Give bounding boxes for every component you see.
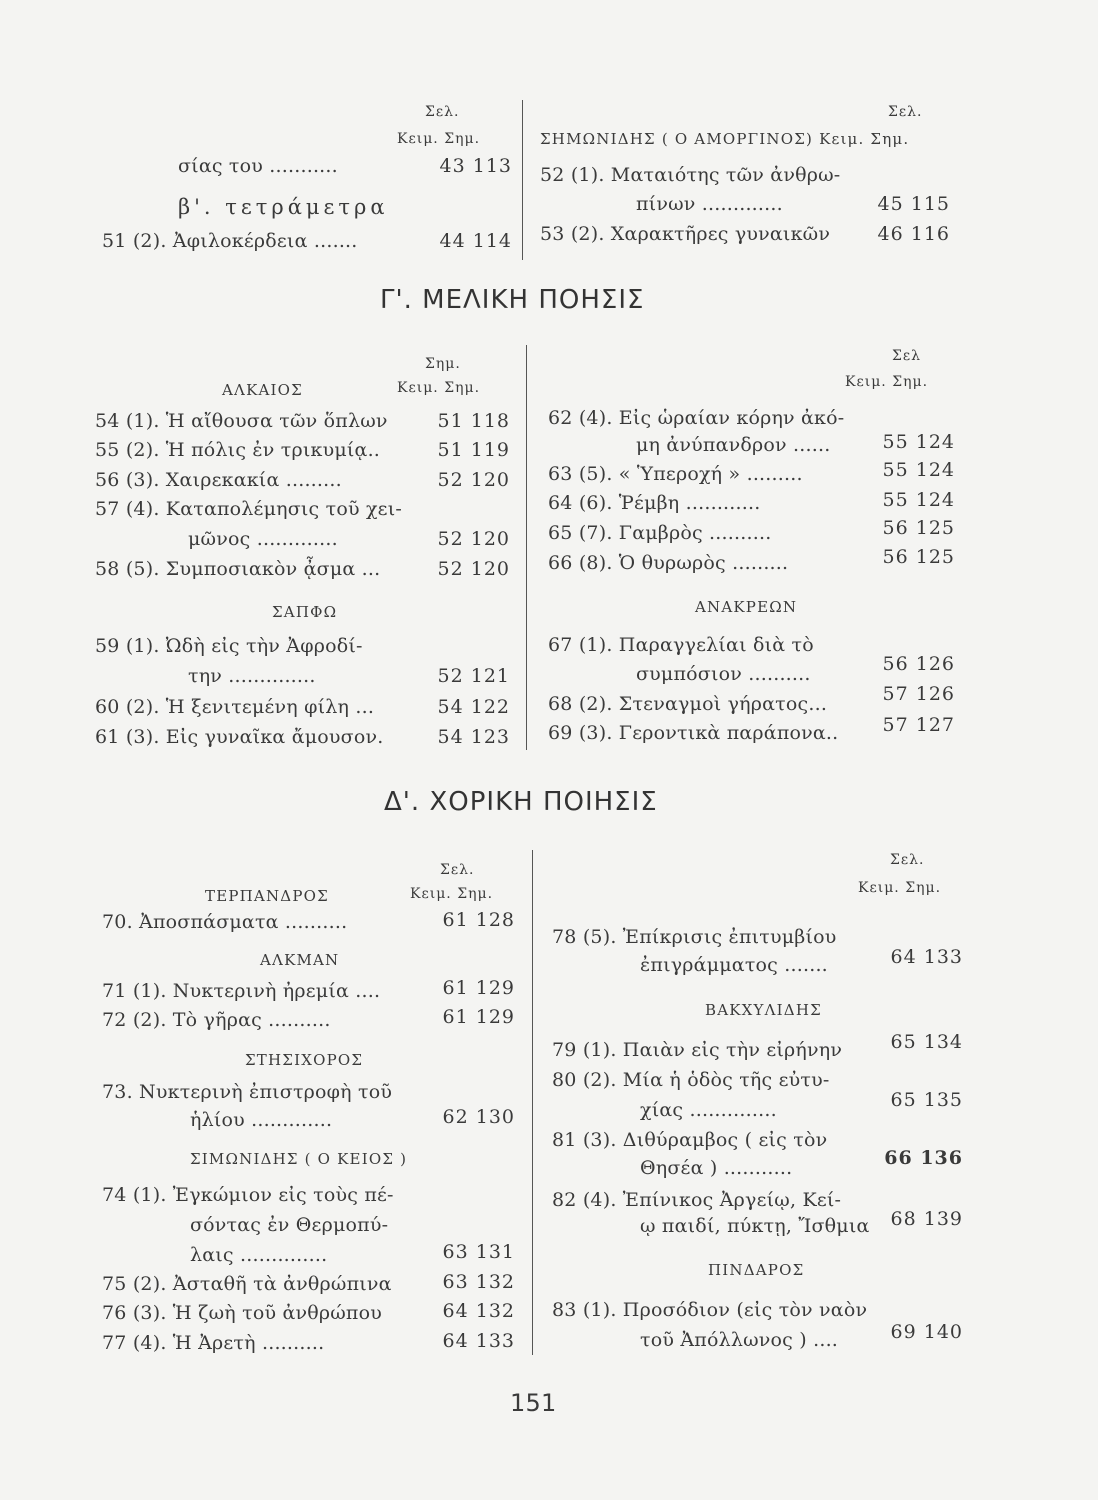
entry-line: 82 (4). Ἐπίνικος Ἀργείῳ, Κεί- [552,1189,842,1211]
column-divider [522,100,523,260]
entry-line: τοῦ Ἀπόλλωνος ) .... [640,1329,839,1351]
entry-page-numbers: 55 124 [882,431,955,453]
author-header-simonides-keios: ΣΙΜΩΝΙΔΗΣ ( Ο ΚΕΙΟΣ ) [190,1150,408,1168]
entry-line: σίας του ........... [178,155,338,177]
entry-line: μη ἀνύπανδρον ...... [636,434,831,456]
entry-page-numbers: 45 115 [877,193,950,215]
entry-line: ἡλίου ............. [190,1109,333,1131]
top-left-sel-label: Σελ. [425,104,460,120]
entry-page-numbers: 55 124 [882,459,955,481]
entry-page-numbers: 52 120 [437,528,510,550]
entry-line: 74 (1). Ἐγκώμιον εἰς τοὺς πέ- [102,1184,394,1206]
author-header-anakreon: ΑΝΑΚΡΕΩΝ [695,598,798,616]
entry-line: 64 (6). Ῥέμβη ............ [548,492,761,514]
entry-page-numbers: 62 130 [442,1106,515,1128]
entry-line: 56 (3). Χαιρεκακία ......... [95,469,342,491]
entry-page-numbers: 64 133 [890,946,963,968]
entry-page-numbers: 54 122 [437,696,510,718]
entry-page-numbers: 69 140 [890,1321,963,1343]
columns-label: Κειμ. Σημ. [410,886,494,902]
entry-page-numbers: 65 134 [890,1031,963,1053]
entry-line: σόντας ἐν Θερμοπύ- [190,1214,389,1236]
column-divider [526,345,527,750]
entry-line: 80 (2). Μία ἡ ὁδὸς τῆς εὐτυ- [552,1069,830,1091]
entry-line: 78 (5). Ἐπίκρισις ἐπιτυμβίου [552,926,837,948]
author-header-alkman: ΑΛΚΜΑΝ [260,951,340,969]
top-left-columns-label: Κειμ. Σημ. [397,131,481,147]
entry-line: 68 (2). Στεναγμοὶ γήρατος... [548,693,828,715]
entry-line: 81 (3). Διθύραμβος ( εἰς τὸν [552,1129,828,1151]
entry-line: 66 (8). Ὁ θυρωρὸς ......... [548,552,789,574]
entry-page-numbers: 64 132 [442,1300,515,1322]
entry-line: συμπόσιον .......... [636,663,811,685]
entry-page-numbers: 64 133 [442,1330,515,1352]
entry-page-numbers: 63 132 [442,1271,515,1293]
columns-label: Κειμ. Σημ. [845,374,929,390]
entry-line: 55 (2). Ἡ πόλις ἐν τρικυμίᾳ.. [95,439,381,461]
author-header-pindaros: ΠΙΝΔΑΡΟΣ [708,1261,805,1279]
entry-line: 57 (4). Καταπολέμησις τοῦ χει- [95,498,402,520]
entry-line: 71 (1). Νυκτερινὴ ἠρεμία .... [102,980,381,1002]
page-number: 151 [510,1389,557,1417]
entry-page-numbers: 43 113 [439,155,512,177]
entry-page-numbers: 68 139 [890,1208,963,1230]
entry-page-numbers: 56 125 [882,517,955,539]
entry-line: 77 (4). Ἡ Ἀρετὴ .......... [102,1332,325,1354]
author-header-alkaios: ΑΛΚΑΙΟΣ [222,381,303,399]
entry-line: 63 (5). « Ὑπεροχή » ......... [548,463,803,485]
entry-line: χίας .............. [640,1099,777,1121]
entry-page-numbers: 51 118 [437,410,510,432]
entry-line: 52 (1). Ματαιότης τῶν ἀνθρω- [540,164,841,186]
sel-label: Σελ. [440,862,475,878]
entry-line: 65 (7). Γαμβρὸς .......... [548,522,772,544]
entry-page-numbers: 55 124 [882,489,955,511]
column-divider [532,850,533,1355]
author-header-simonides-amorgos: ΣΗΜΩΝΙΔΗΣ ( Ο ΑΜΟΡΓΙΝΟΣ) Κειμ. Σημ. [540,130,910,148]
entry-page-numbers: 56 125 [882,546,955,568]
entry-line: 59 (1). Ὠδὴ εἰς τὴν Ἀφροδί- [95,635,363,657]
entry-line: 67 (1). Παραγγελίαι διὰ τὸ [548,634,814,656]
entry-line: 53 (2). Χαρακτῆρες γυναικῶν [540,223,831,245]
columns-label: Κειμ. Σημ. [858,880,942,896]
entry-line: 73. Νυκτερινὴ ἐπιστροφὴ τοῦ [102,1081,393,1103]
entry-page-numbers: 56 126 [882,653,955,675]
entry-page-numbers: 61 128 [442,909,515,931]
entry-page-numbers: 54 123 [437,726,510,748]
entry-page-numbers: 57 127 [882,714,955,736]
sel-label: Σελ. [890,852,925,868]
sel-label: Σελ [892,348,922,364]
columns-label: Κειμ. Σημ. [397,380,481,396]
entry-line: ῳ παιδί, πύκτῃ, Ἴσθμια [640,1215,870,1237]
entry-line: μῶνος ............. [188,528,338,550]
entry-page-numbers: 46 116 [877,223,950,245]
entry-page-numbers: 57 126 [882,683,955,705]
entry-line: 58 (5). Συμποσιακὸν ᾆσμα ... [95,558,381,580]
entry-line: πίνων ............. [636,193,783,215]
entry-page-numbers: 44 114 [439,230,512,252]
entry-line: 79 (1). Παιὰν εἰς τὴν εἰρήνην [552,1039,843,1061]
entry-page-numbers: 61 129 [442,1006,515,1028]
entry-page-numbers: 63 131 [442,1241,515,1263]
entry-line: 62 (4). Εἰς ὡραίαν κόρην ἀκό- [548,407,845,429]
entry-page-numbers: 52 121 [437,665,510,687]
entry-line: Θησέα ) ........... [640,1157,793,1179]
section-heading-choriki: Δ'. ΧΟΡΙΚΗ ΠΟΙΗΣΙΣ [384,787,658,817]
entry-line: 60 (2). Ἡ ξενιτεμένη φίλη ... [95,696,375,718]
author-header-bakchylides: ΒΑΚΧΥΛΙΔΗΣ [705,1001,822,1019]
author-header-sappho: ΣΑΠΦΩ [272,603,338,621]
entry-page-numbers: 51 119 [437,439,510,461]
section-heading-meliki: Γ'. ΜΕΛΙΚΗ ΠΟΗΣΙΣ [380,285,645,315]
sel-label: Σημ. [425,356,461,372]
entry-line: 72 (2). Τὸ γῆρας .......... [102,1009,331,1031]
entry-line: 75 (2). Ἀσταθῆ τὰ ἀνθρώπινα [102,1273,392,1295]
author-header-terpandros: ΤΕΡΠΑΝΔΡΟΣ [205,887,329,905]
top-right-sel-label: Σελ. [888,104,923,120]
entry-line: 70. Ἀποσπάσματα .......... [102,911,348,933]
entry-page-numbers: 61 129 [442,977,515,999]
entry-page-numbers: 52 120 [437,469,510,491]
author-header-stesichoros: ΣΤΗΣΙΧΟΡΟΣ [245,1051,364,1069]
entry-line: ἐπιγράμματος ....... [640,954,828,976]
entry-line: την .............. [188,665,316,687]
entry-line: 61 (3). Εἰς γυναῖκα ἄμουσον. [95,726,384,748]
entry-line: 83 (1). Προσόδιον (εἰς τὸν ναὸν [552,1299,868,1321]
entry-page-numbers: 65 135 [890,1089,963,1111]
subheading-tetrametra: β'. τετράμετρα [178,195,389,219]
entry-line: 54 (1). Ἡ αἴθουσα τῶν ὅπλων [95,410,388,432]
entry-line: λαις .............. [190,1244,328,1266]
entry-line: 76 (3). Ἡ ζωὴ τοῦ ἀνθρώπου [102,1302,383,1324]
entry-line: 69 (3). Γεροντικὰ παράπονα.. [548,722,839,744]
entry-page-numbers: 66 136 [884,1147,963,1169]
entry-line: 51 (2). Ἀφιλοκέρδεια ....... [102,230,358,252]
entry-page-numbers: 52 120 [437,558,510,580]
